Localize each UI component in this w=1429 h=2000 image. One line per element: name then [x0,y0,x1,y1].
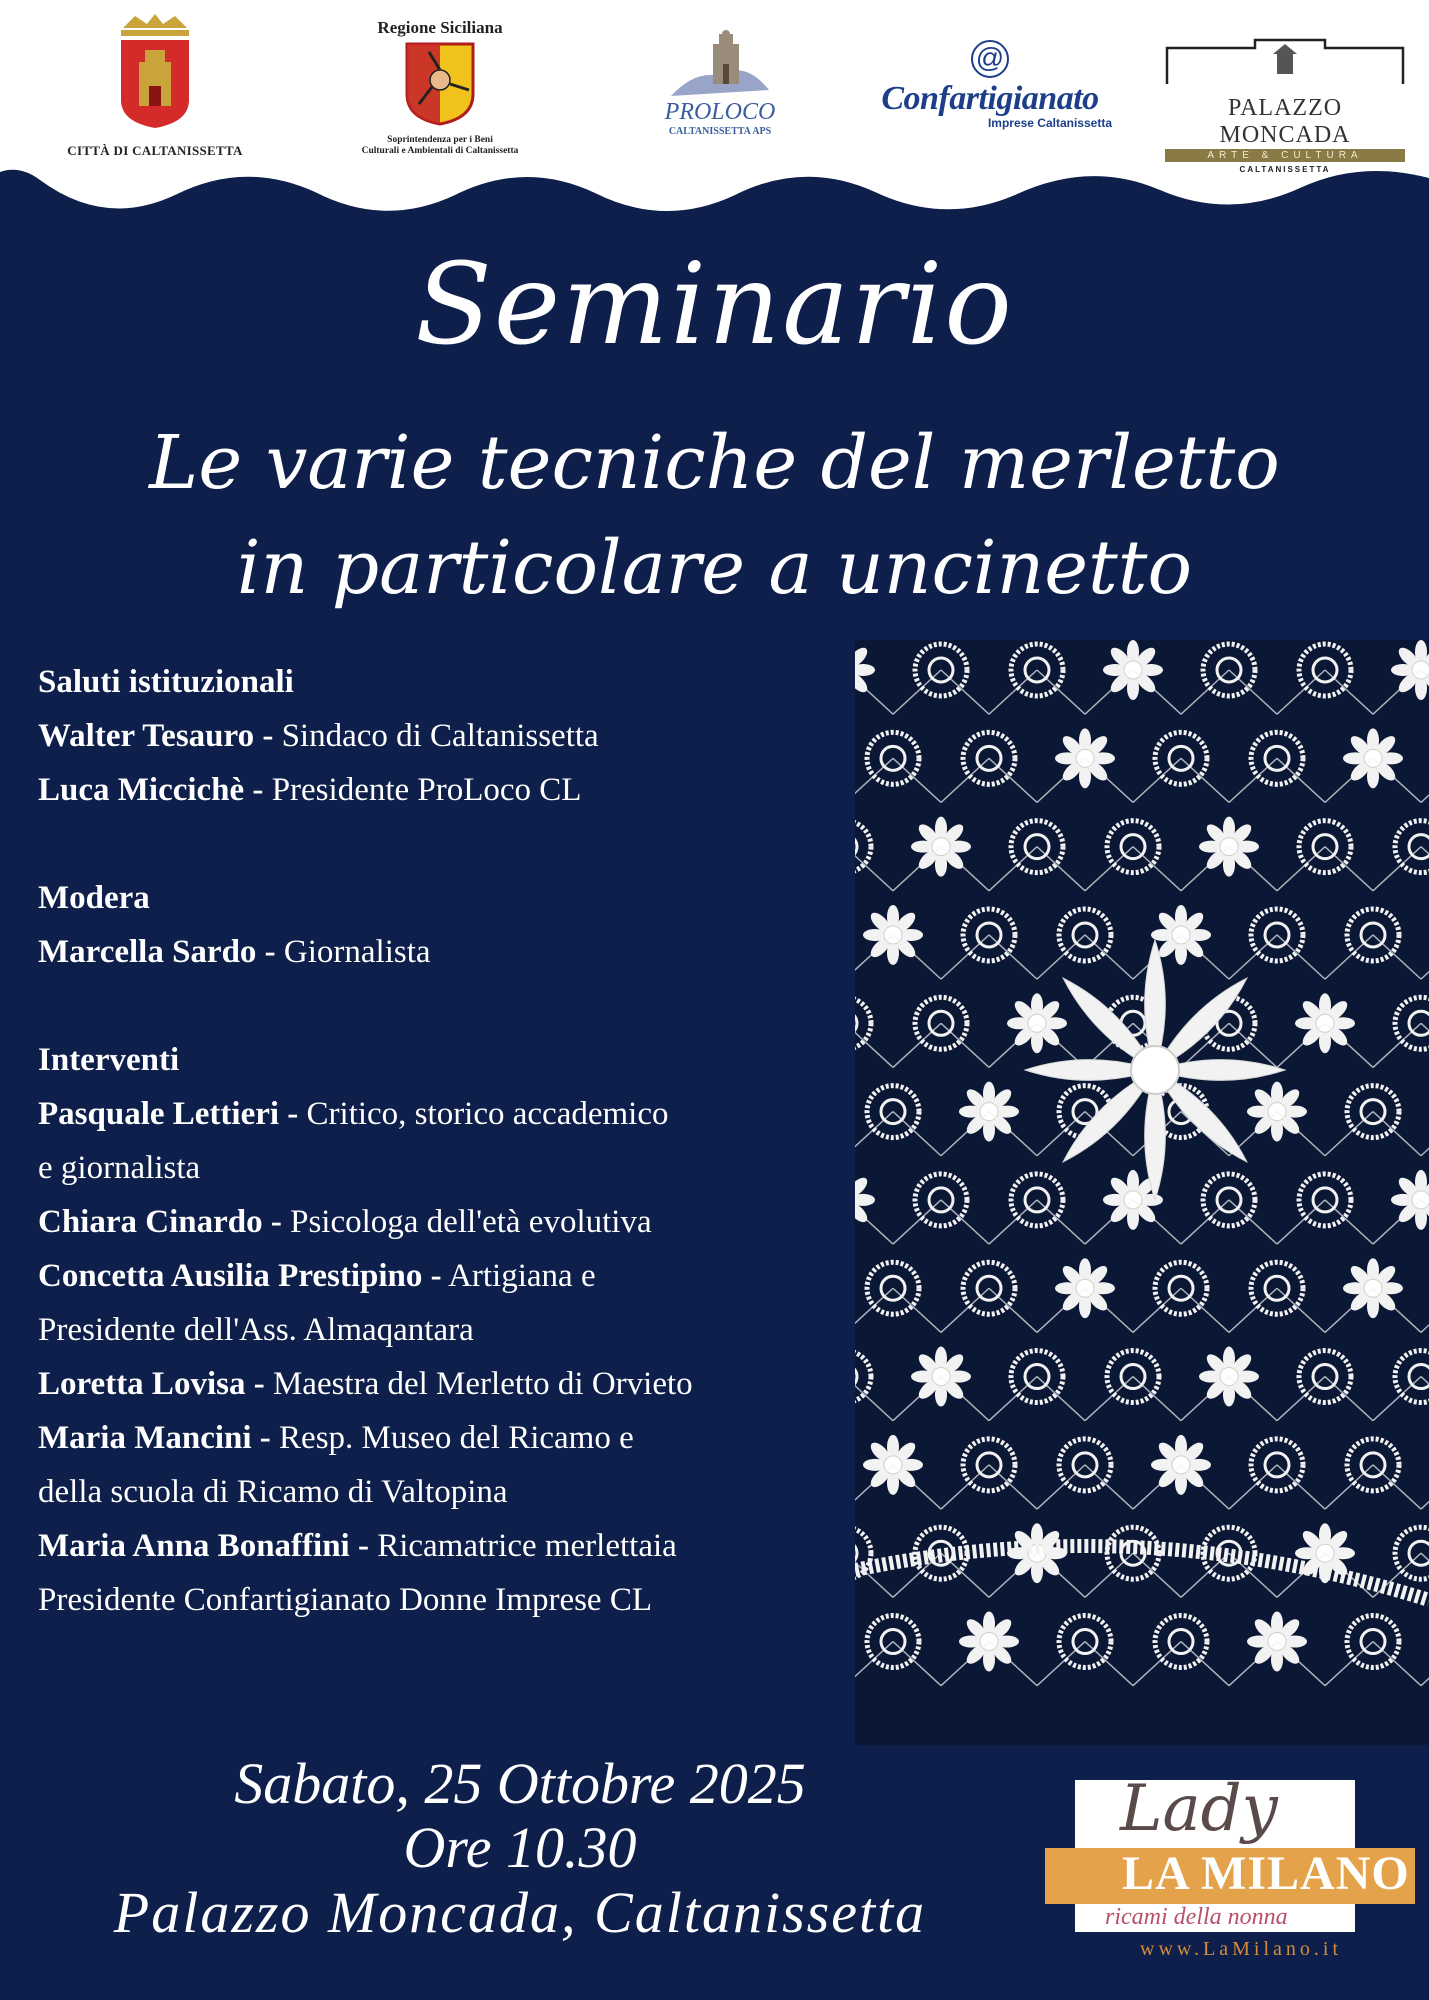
lace-thread [1181,670,1229,714]
lace-thread [1133,1465,1181,1509]
proloco-logo [645,30,795,137]
subtitle-line-1: Le varie tecniche del merletto [149,420,1280,506]
palazzo-outline-icon [1165,38,1405,86]
lace-photo [855,640,1429,1745]
lace-thread [1325,1642,1373,1686]
greetings-heading: Saluti istituzionali [38,664,294,700]
lace-ring [1395,821,1429,873]
lace-flower [1247,1082,1307,1142]
lamilano-brand: LA MILANO [1122,1847,1410,1900]
speaker-line: Luca Miccichè - Presidente ProLoco CL [38,772,582,808]
cathedral-icon [665,30,775,100]
city-logo [40,12,270,159]
lace-thread [1181,847,1229,891]
lace-thread [941,1112,989,1156]
lace-thread [1181,1553,1229,1597]
lace-thread [1133,1200,1181,1244]
proloco-brand: PROLOCO [664,99,776,125]
region-title: Regione Siciliana [377,18,503,37]
lace-thread [1037,1642,1085,1686]
lace-thread [855,758,893,802]
crochet-lace-image [855,640,1429,1745]
lace-thread [1181,1200,1229,1244]
lace-thread [1085,1377,1133,1421]
lace-thread [893,1377,941,1421]
lamilano-url: www.LaMilano.it [1140,1938,1343,1960]
lace-thread [1037,1553,1085,1597]
lace-thread [941,1642,989,1686]
lace-thread [1181,1465,1229,1509]
lace-thread [989,1642,1037,1686]
lace-thread [1229,758,1277,802]
lace-thread [989,1377,1037,1421]
lace-thread [1373,1377,1421,1421]
event-details [40,1752,1000,1946]
lace-thread [893,847,941,891]
confartigianato-caption: Imprese Caltanissetta [987,116,1112,130]
speaker-line-cont: e giornalista [38,1150,201,1186]
talks-heading: Interventi [38,1042,180,1078]
lace-thread [1229,935,1277,979]
lace-flower [1391,1170,1429,1230]
lace-thread [1373,847,1421,891]
confartigianato-brand: Confartigianato [881,80,1099,117]
city-caption: CITTÀ DI CALTANISSETTA [67,143,243,158]
lace-thread [941,847,989,891]
lace-thread [1085,1200,1133,1244]
speaker-line-cont: Presidente Confartigianato Donne Imprese CL [38,1582,652,1618]
lace-thread [855,1377,893,1421]
speaker-line: Chiara Cinardo - Psicologa dell'età evolutiva [38,1204,652,1240]
lamilano-script: Lady [1120,1772,1278,1846]
lace-flower [959,1082,1019,1142]
lace-ring [1395,1351,1429,1403]
lace-thread [855,847,893,891]
moderator-heading: Modera [38,880,150,916]
lace-thread [1325,1112,1373,1156]
palazzo-caption: CALTANISSETTA [1239,165,1331,174]
lace-thread [1133,758,1181,802]
lace-ring [1347,909,1399,961]
trinacria-shield-icon [405,42,475,126]
lace-ring [963,909,1015,961]
lace-thread [1277,1642,1325,1686]
speaker-line: Pasquale Lettieri - Critico, storico accademico [38,1096,669,1132]
lace-thread [1421,1377,1429,1421]
lace-ring-inner [855,835,857,859]
lace-thread [1373,758,1421,802]
lace-thread [1421,1642,1429,1686]
lace-thread [989,1023,1037,1067]
proloco-caption: CALTANISSETTA APS [668,126,772,137]
lace-thread [1421,1465,1429,1509]
lace-thread [1325,1023,1373,1067]
lace-thread [1421,1553,1429,1597]
lace-thread [855,670,893,714]
palazzo-moncada-logo [1165,38,1405,174]
lace-thread [1229,1642,1277,1686]
lace-thread [941,1377,989,1421]
lace-thread [989,1200,1037,1244]
lace-thread [1421,758,1429,802]
lamilano-sub: ricami della nonna [1105,1904,1288,1930]
region-caption-2: Culturali e Ambientali di Caltanissetta [361,146,519,156]
seminar-title: Seminario [415,240,1014,370]
lace-ring [1011,1174,1063,1226]
event-venue: Palazzo Moncada, Caltanissetta [113,1880,927,1945]
lace-thread [989,1553,1037,1597]
lace-thread [941,1288,989,1332]
lace-thread [1085,758,1133,802]
lace-thread [1277,1377,1325,1421]
lace-thread [893,1465,941,1509]
lace-thread [893,670,941,714]
lace-ring [1395,997,1429,1049]
lace-thread [1085,1553,1133,1597]
lace-flower [1295,1523,1355,1583]
region-caption-1: Soprintendenza per i Beni [387,135,493,145]
lace-thread [1373,1023,1421,1067]
lace-thread [855,1553,893,1597]
lace-thread [989,847,1037,891]
speaker-line: Concetta Ausilia Prestipino - Artigiana e [38,1258,596,1294]
lace-ring [1251,909,1303,961]
lace-ring [1395,1527,1429,1579]
lace-thread [1373,1288,1421,1332]
lace-thread [1133,1642,1181,1686]
lace-thread [1229,1465,1277,1509]
lace-thread [893,1023,941,1067]
speaker-line: Maria Anna Bonaffini - Ricamatrice merlettaia [38,1528,677,1564]
lace-thread [855,1112,893,1156]
lace-thread [855,1642,893,1686]
lace-thread [855,1023,893,1067]
lace-thread [941,758,989,802]
lace-thread [1277,670,1325,714]
lace-ring [867,1086,919,1138]
lace-ring-inner [855,1541,857,1565]
lace-ring [1347,1086,1399,1138]
lace-thread [1085,1288,1133,1332]
lace-thread [893,1200,941,1244]
lace-ring [1203,1174,1255,1226]
confartigianato-logo [850,40,1130,130]
lace-thread [1325,758,1373,802]
lace-flower [855,1170,875,1230]
lace-flower [855,640,875,700]
lace-thread [1373,670,1421,714]
lace-thread [1421,935,1429,979]
lace-thread [1037,935,1085,979]
lace-flower [863,905,923,965]
lace-thread [1421,1288,1429,1332]
lace-thread [1133,1288,1181,1332]
lace-thread [1277,1112,1325,1156]
lace-ring-inner [855,1011,857,1035]
logo-header [0,0,1429,235]
lace-thread [1421,1023,1429,1067]
region-logo [330,18,550,157]
lace-thread [1325,935,1373,979]
speaker-line: Marcella Sardo - Giornalista [38,934,431,970]
lace-thread [1277,1023,1325,1067]
lace-thread [1133,670,1181,714]
at-sign-icon: @ [971,40,1009,78]
speaker-line: Loretta Lovisa - Maestra del Merletto di Orvieto [38,1366,693,1402]
speaker-line-cont: Presidente dell'Ass. Almaqantara [38,1312,474,1348]
lace-thread [1085,670,1133,714]
lace-ring-inner [855,1365,857,1389]
palazzo-brand: PALAZZO MONCADA [1219,95,1351,148]
lace-thread [1229,1288,1277,1332]
program-list [38,655,848,1627]
lace-star-center [1131,1046,1179,1094]
lace-thread [855,1288,893,1332]
lace-thread [989,1112,1037,1156]
lace-thread [1181,935,1229,979]
lace-thread [1421,847,1429,891]
lamilano-logo [1040,1772,1420,1968]
lace-thread [1181,1377,1229,1421]
lace-ring [915,1174,967,1226]
lace-ring [1059,909,1111,961]
speaker-line-cont: della scuola di Ricamo di Valtopina [38,1474,508,1510]
palazzo-band: ARTE & CULTURA [1165,149,1405,162]
lace-thread [1037,1288,1085,1332]
city-crest-icon [115,12,195,130]
subtitle-line-2: in particolare a uncinetto [236,525,1193,611]
lace-thread [1277,847,1325,891]
lace-thread [1421,1112,1429,1156]
lace-thread [941,1465,989,1509]
speaker-line: Walter Tesauro - Sindaco di Caltanissetta [38,718,599,754]
lace-thread [893,935,941,979]
lace-thread [1037,1465,1085,1509]
lace-thread [1325,1288,1373,1332]
lace-thread [1229,847,1277,891]
event-date: Sabato, 25 Ottobre 2025 [234,1751,806,1816]
lace-thread [989,670,1037,714]
lace-thread [1229,1377,1277,1421]
event-time: Ore 10.30 [403,1815,637,1880]
lace-thread [1373,1200,1421,1244]
lace-flower [1391,640,1429,700]
lace-thread [1277,1553,1325,1597]
lace-ring [1299,1174,1351,1226]
lace-thread [1037,758,1085,802]
lace-thread [1277,1200,1325,1244]
speaker-line: Maria Mancini - Resp. Museo del Ricamo e [38,1420,634,1456]
lace-thread [855,1200,893,1244]
lace-thread [941,935,989,979]
lace-thread [1085,847,1133,891]
lace-thread [1325,1465,1373,1509]
